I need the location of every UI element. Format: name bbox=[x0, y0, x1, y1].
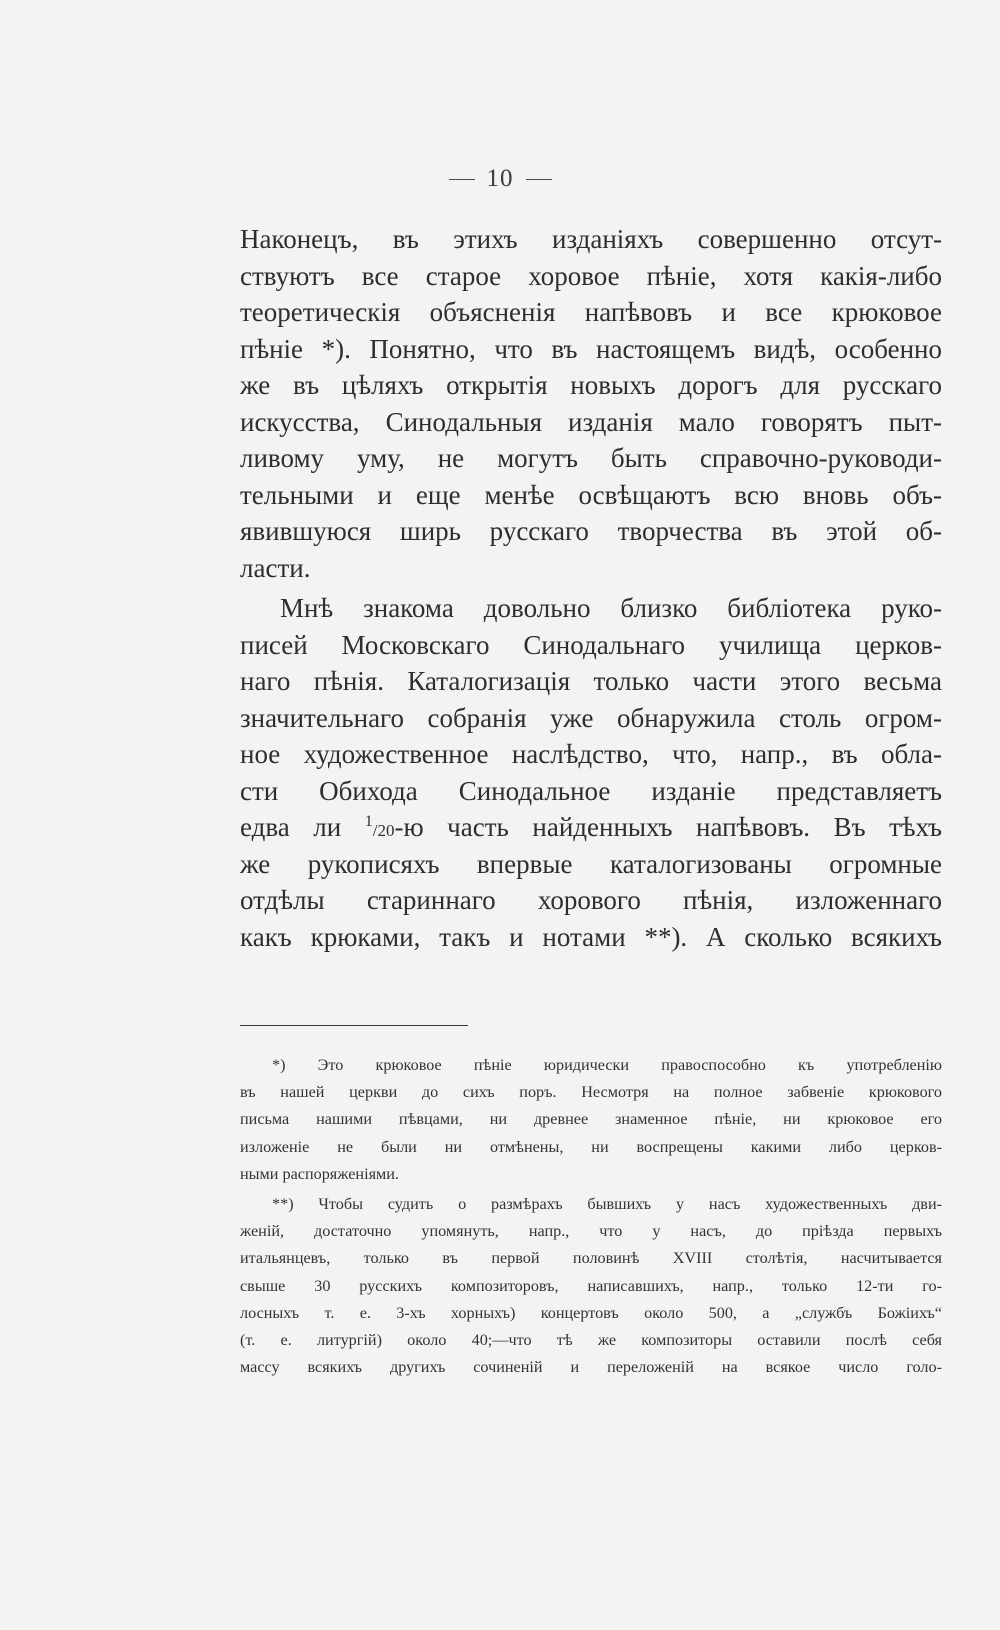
footnote-line: *) Это крюковое пѣніе юридически правоспособно къ употребленію bbox=[272, 1056, 942, 1074]
text-line: ное художественное наслѣдство, что, напр., въ обла- bbox=[240, 739, 942, 769]
footnote-line: ными распоряженіями. bbox=[240, 1164, 399, 1183]
text-fragment: едва ли bbox=[240, 812, 365, 842]
footnote-divider bbox=[240, 1025, 468, 1026]
text-line: ливому уму, не могутъ быть справочно-руководи- bbox=[240, 443, 942, 473]
right-dash bbox=[526, 179, 552, 180]
left-dash bbox=[449, 179, 475, 180]
text-line: теоретическія объясненія напѣвовъ и все крюковое bbox=[240, 297, 942, 327]
footnotes bbox=[240, 1052, 942, 1381]
text-line: же рукописяхъ впервые каталогизованы огромные bbox=[240, 848, 942, 879]
footnote-line: (т. е. литургій) около 40;—что тѣ же композиторы оставили послѣ себя bbox=[240, 1330, 942, 1349]
footnote-line: письма нашими пѣвцами, ни древнее знаменное пѣніе, ни крюковое его bbox=[240, 1110, 942, 1129]
text-fragment: -ю часть найденныхъ напѣвовъ. Въ тѣхъ bbox=[394, 812, 942, 842]
text-line: же въ цѣляхъ открытія новыхъ дорогъ для русскаго bbox=[240, 370, 942, 400]
page-number-value: 10 bbox=[486, 165, 514, 192]
text-line: искусства, Синодальныя изданія мало говорятъ пыт- bbox=[240, 406, 942, 437]
footnote-line: массу всякихъ другихъ сочиненій и переложеній на всякое число голо- bbox=[240, 1358, 942, 1377]
text-line: тельными и еще менѣе освѣщаютъ всю вновь объ- bbox=[240, 479, 942, 510]
text-line: ласти. bbox=[240, 552, 311, 583]
text-line: Наконецъ, въ этихъ изданіяхъ совершенно отсут- bbox=[240, 224, 942, 254]
text-line: явившуюся ширь русскаго творчества въ этой об- bbox=[240, 516, 942, 546]
text-line: значительнаго собранія уже обнаружила столь огром- bbox=[240, 702, 942, 733]
footnote-2 bbox=[240, 1191, 942, 1381]
footnote-line: свыше 30 русскихъ композиторовъ, написавшихъ, напр., только 12-ти го- bbox=[240, 1276, 942, 1295]
paragraph-1 bbox=[240, 221, 942, 586]
fraction-denominator: /20 bbox=[372, 821, 395, 840]
text-line: Мнѣ знакома довольно близко библіотека руко- bbox=[280, 593, 942, 623]
text-line: наго пѣнія. Каталогизація только части этого весьма bbox=[240, 666, 942, 696]
text-line: пѣніе *). Понятно, что въ настоящемъ видѣ, особенно bbox=[240, 333, 942, 364]
page-number bbox=[0, 165, 1000, 193]
footnote-line: **) Чтобы судить о размѣрахъ бывшихъ у насъ художественныхъ дви- bbox=[272, 1194, 942, 1213]
text-line-with-fraction bbox=[240, 809, 942, 846]
fraction-numerator: 1 bbox=[364, 813, 373, 830]
footnote-line: въ нашей церкви до сихъ поръ. Несмотря на полное забвеніе крюкового bbox=[240, 1083, 942, 1102]
main-text bbox=[240, 221, 942, 955]
paragraph-2 bbox=[240, 590, 942, 955]
text-line: какъ крюками, такъ и нотами **). А сколько всякихъ bbox=[240, 921, 942, 952]
footnote-1 bbox=[240, 1052, 942, 1188]
footnote-line: итальянцевъ, только въ первой половинѣ XVIII столѣтія, насчитывается bbox=[240, 1249, 942, 1268]
text-line: отдѣлы стариннаго хорового пѣнія, изложеннаго bbox=[240, 885, 942, 915]
footnote-line: изложеніе не были ни отмѣнены, ни воспрещены какими либо церков- bbox=[240, 1137, 942, 1156]
text-line: ствуютъ все старое хоровое пѣніе, хотя какія-либо bbox=[240, 260, 942, 291]
text-line: сти Обихода Синодальное изданіе представляетъ bbox=[240, 775, 942, 806]
footnote-line: женій, достаточно упомянуть, напр., что у насъ, до пріѣзда первыхъ bbox=[240, 1222, 942, 1241]
footnote-line: лосныхъ т. е. 3-хъ хорныхъ) концертовъ около 500, а „службъ Божіихъ“ bbox=[240, 1303, 942, 1322]
text-line: писей Московскаго Синодальнаго училища церков- bbox=[240, 629, 942, 660]
